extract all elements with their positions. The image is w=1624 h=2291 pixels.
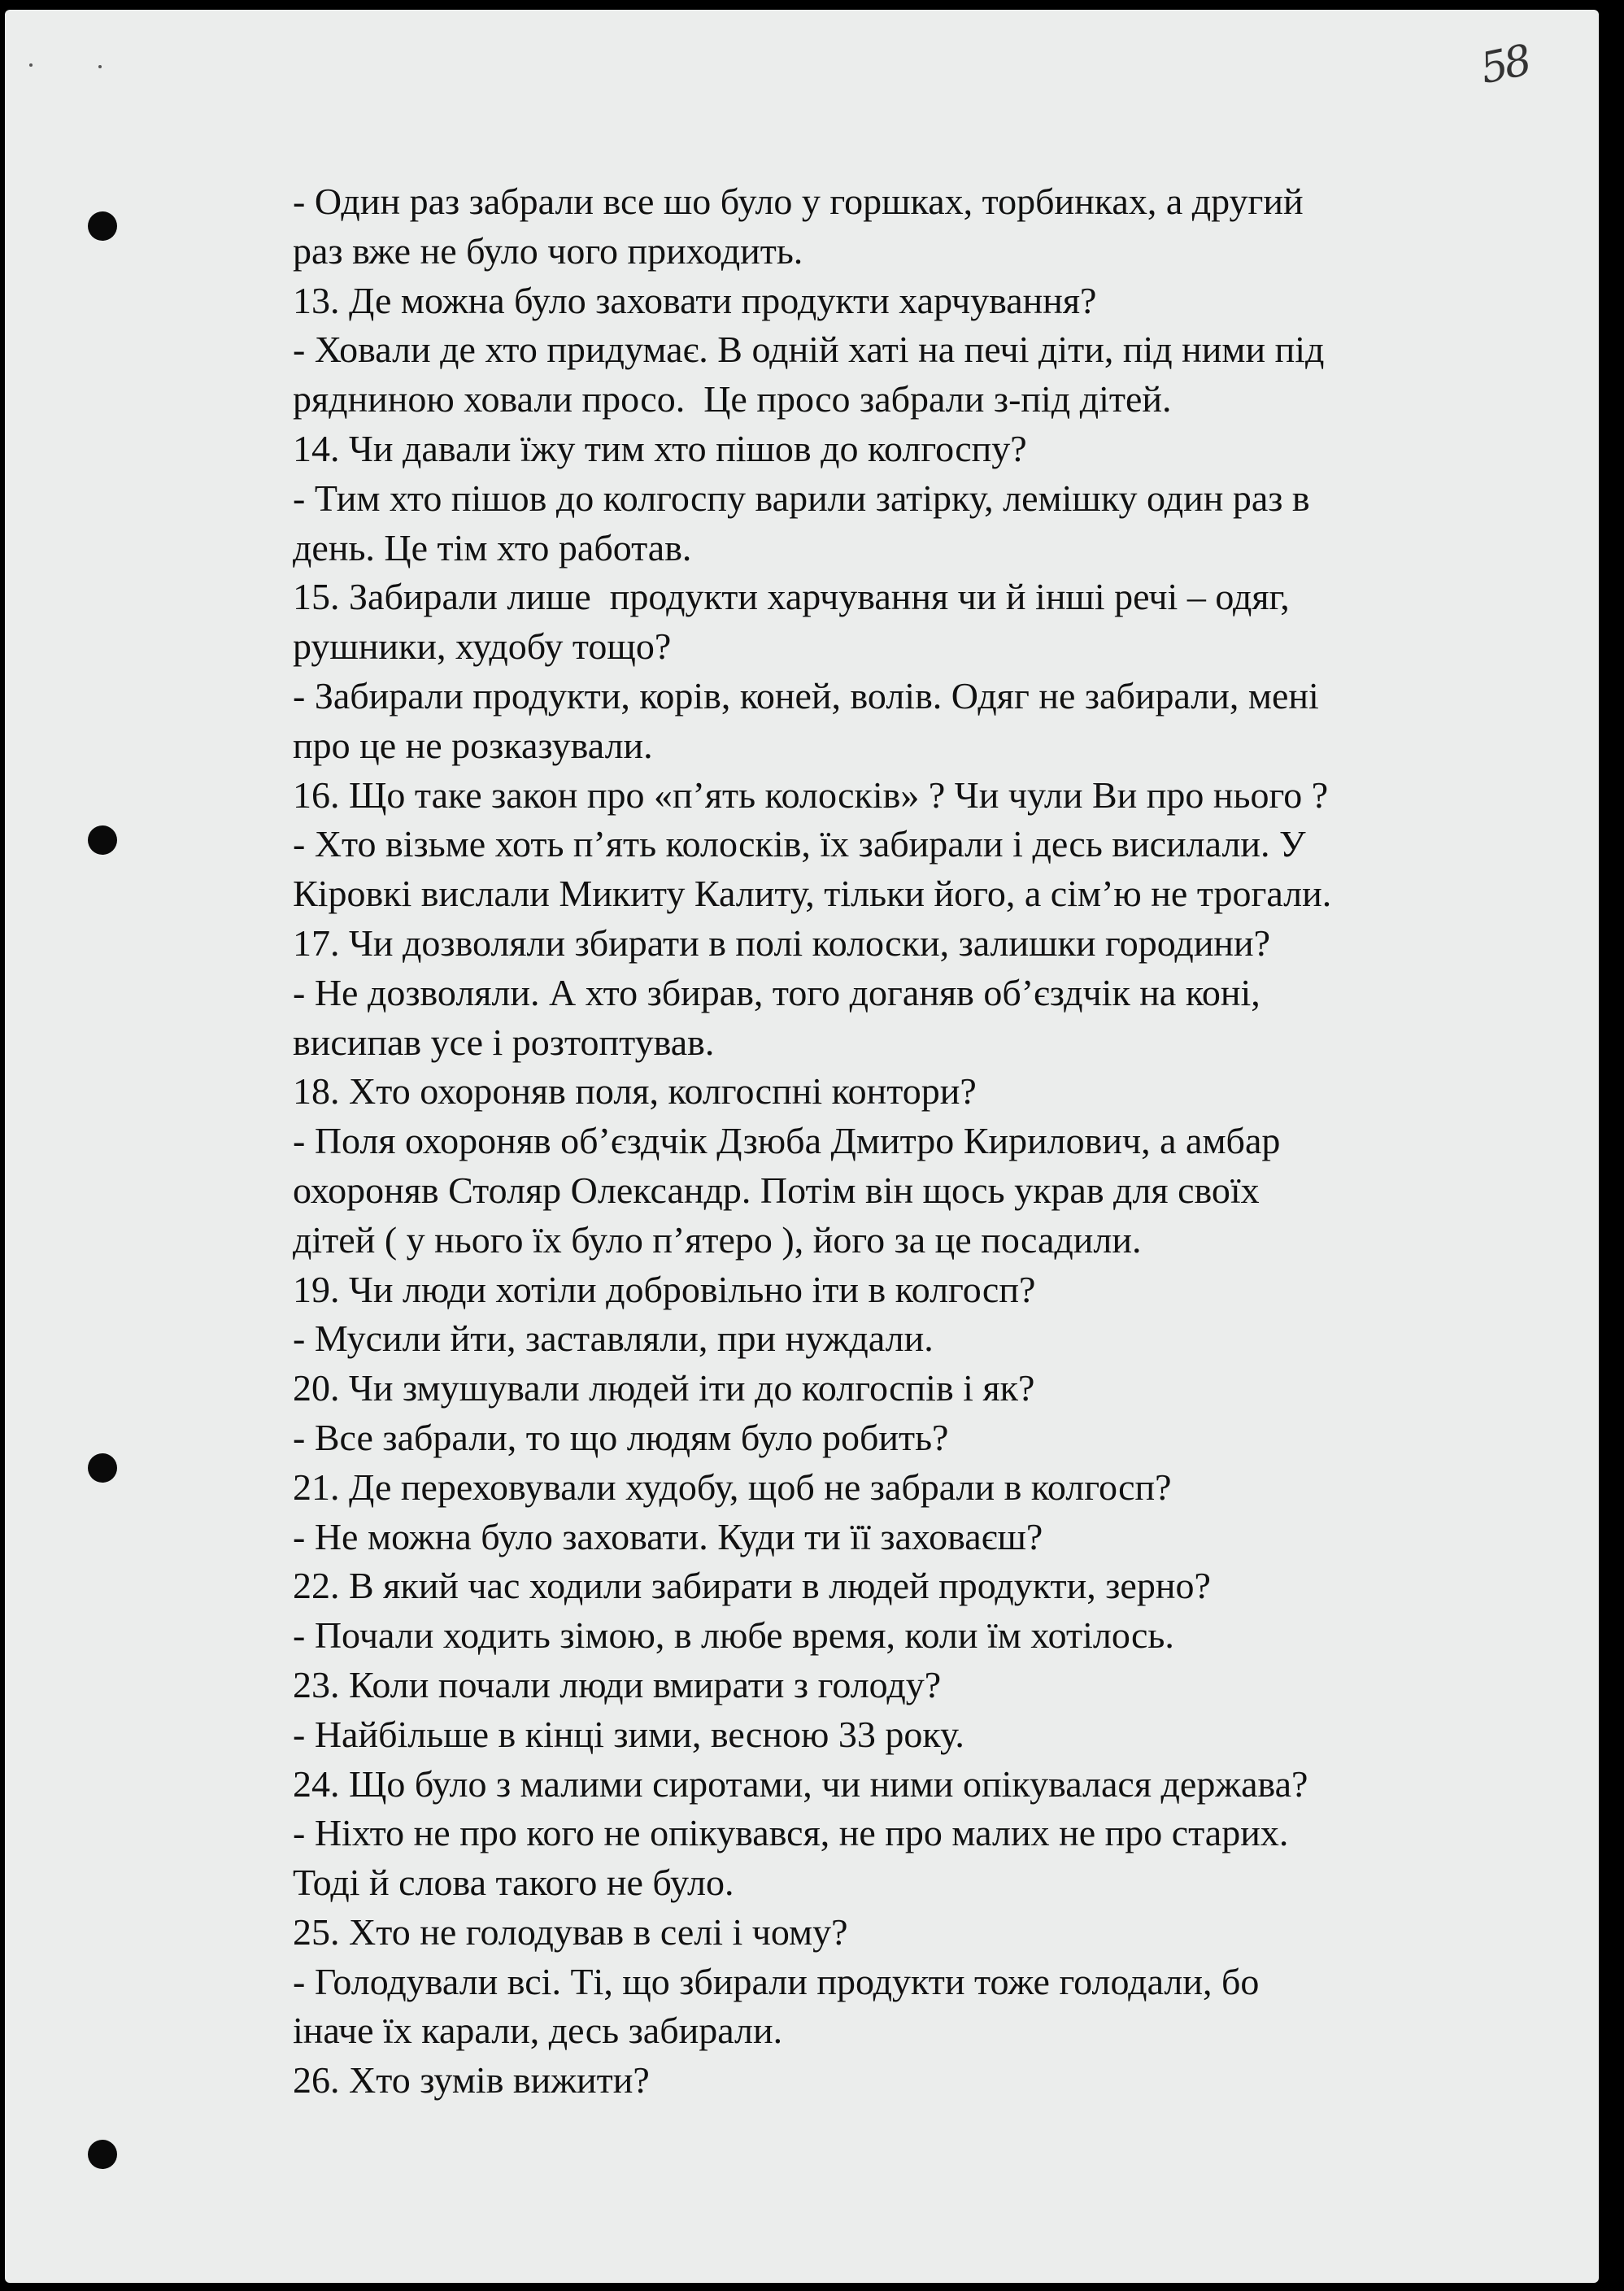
- text-line: Тоді й слова такого не було.: [293, 1862, 734, 1904]
- text-line: 25. Хто не голодував в селі і чому?: [293, 1910, 848, 1953]
- text-line: дітей ( у нього їх було п’ятеро ), його за це посадили.: [293, 1218, 1142, 1261]
- handwritten-page-number: 58: [1476, 36, 1533, 94]
- text-line: день. Це тім хто работав.: [293, 526, 692, 568]
- text-line: - Забирали продукти, корів, коней, волів. Одяг не забирали, мені: [293, 674, 1319, 716]
- text-line: - Один раз забрали все шо було у горшках, торбинках, а другий: [293, 181, 1304, 222]
- text-line: 22. В який час ходили забирати в людей продукти, зерно?: [293, 1565, 1211, 1607]
- text-line: - Голодували всі. Ті, що збирали продукти тоже голодали, бо: [293, 1960, 1260, 2002]
- text-line: - Ніхто не про кого не опікувався, не про малих не про старих.: [293, 1812, 1289, 1854]
- punch-hole: [88, 825, 117, 855]
- text-line: раз вже не було чого приходить.: [293, 229, 803, 272]
- text-line: - Найбільше в кінці зими, весною 33 року.: [293, 1713, 964, 1755]
- text-line: 18. Хто охороняв поля, колгоспні контори?: [293, 1070, 977, 1113]
- scan-speck: [98, 65, 102, 68]
- text-line: 23. Коли почали люди вмирати з голоду?: [293, 1663, 942, 1705]
- document-body: [293, 177, 1513, 2106]
- text-line: - Все забрали, то що людям було робить?: [293, 1416, 949, 1458]
- text-line: охороняв Столяр Олександр. Потім він щось украв для своїх: [293, 1169, 1260, 1211]
- text-line: рушники, худобу тощо?: [293, 625, 672, 668]
- text-line: - Хто візьме хоть п’ять колосків, їх забирали і десь висилали. У: [293, 823, 1306, 865]
- punch-hole: [88, 211, 117, 241]
- text-line: 14. Чи давали їжу тим хто пішов до колгоспу?: [293, 427, 1027, 469]
- text-line: рядниною ховали просо. Це просо забрали з-під дітей.: [293, 378, 1172, 420]
- text-line: 16. Що таке закон про «п’ять колосків» ? Чи чули Ви про нього ?: [293, 773, 1329, 816]
- text-line: іначе їх карали, десь забирали.: [293, 2010, 783, 2052]
- text-line: 17. Чи дозволяли збирати в полі колоски, залишки городини?: [293, 921, 1271, 964]
- text-line: 15. Забирали лише продукти харчування чи й інші речі – одяг,: [293, 576, 1290, 618]
- text-line: 21. Де переховували худобу, щоб не забрали в колгосп?: [293, 1466, 1172, 1508]
- text-line: - Не можна було заховати. Куди ти її заховаєш?: [293, 1515, 1043, 1557]
- text-line: 26. Хто зумів вижити?: [293, 2059, 650, 2102]
- document-page: [5, 10, 1599, 2283]
- punch-hole: [88, 1453, 117, 1483]
- text-line: - Почали ходить зімою, в любе время, коли їм хотілось.: [293, 1614, 1174, 1657]
- text-line: 24. Що було з малими сиротами, чи ними опікувалася держава?: [293, 1762, 1308, 1805]
- text-line: - Поля охороняв об’єздчік Дзюба Дмитро Кирилович, а амбар: [293, 1120, 1281, 1162]
- text-line: - Мусили йти, заставляли, при нуждали.: [293, 1318, 934, 1360]
- text-line: - Ховали де хто придумає. В одній хаті на печі діти, під ними під: [293, 329, 1325, 371]
- text-line: 19. Чи люди хотіли добровільно іти в колгосп?: [293, 1268, 1036, 1310]
- text-line: - Не дозволяли. А хто збирав, того доганяв об’єздчік на коні,: [293, 971, 1260, 1013]
- text-line: 13. Де можна було заховати продукти харчування?: [293, 279, 1097, 321]
- text-line: висипав усе і розтоптував.: [293, 1021, 715, 1063]
- scan-speck: [29, 63, 33, 67]
- text-line: 20. Чи змушували людей іти до колгоспів і як?: [293, 1367, 1035, 1409]
- punch-hole: [88, 2140, 117, 2169]
- text-line: - Тим хто пішов до колгоспу варили затірку, лемішку один раз в: [293, 477, 1310, 519]
- text-line: про це не розказували.: [293, 724, 653, 766]
- text-line: Кіровкі вислали Микиту Калиту, тільки його, а сім’ю не трогали.: [293, 873, 1332, 915]
